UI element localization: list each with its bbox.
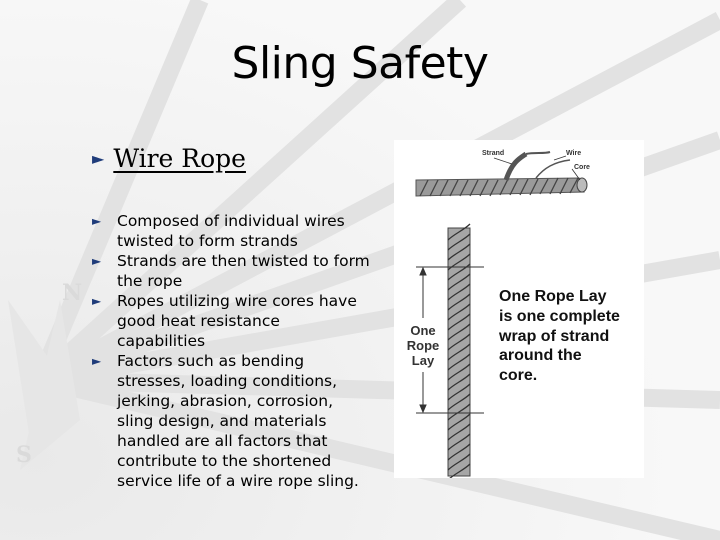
bullet-list [92, 211, 372, 491]
svg-text:N: N [62, 280, 83, 306]
caption-line: is one complete [499, 308, 620, 325]
wire-label: Wire [566, 150, 582, 157]
vertical-rope-illustration [448, 224, 470, 478]
caption-line: around the [499, 347, 582, 364]
bullet-text: Composed of individual wires twisted to form strands [117, 212, 345, 250]
bullet-item [92, 211, 372, 251]
bullet-text: Factors such as bending stresses, loading conditions, jerking, abrasion, corrosion, sling design, and materials handled are all factors that contribute to the shortened service life of a wire rope sling. [117, 352, 359, 490]
bullet-arrow-icon: ► [92, 294, 102, 308]
bullet-arrow-icon: ► [92, 149, 105, 168]
bullet-text: Strands are then twisted to form the rope [117, 252, 370, 290]
bullet-item [92, 351, 372, 491]
slide-title: Sling Safety [231, 38, 489, 89]
bullet-arrow-icon: ► [92, 214, 102, 228]
section-heading-text: Wire Rope [113, 144, 246, 173]
caption-line: wrap of strand [499, 328, 610, 345]
section-heading [92, 144, 246, 173]
bullet-item [92, 251, 372, 291]
rope-lay-label-line1: One [410, 323, 436, 338]
caption-line: core. [499, 367, 538, 384]
wire-rope-diagram [394, 140, 644, 478]
bullet-text: Ropes utilizing wire cores have good heat resistance capabilities [117, 292, 357, 350]
strand-label: Strand [482, 150, 505, 157]
bullet-arrow-icon: ► [92, 354, 102, 368]
core-label: Core [574, 164, 590, 171]
horizontal-rope-illustration [416, 152, 587, 196]
rope-lay-label-line2: Rope [406, 338, 440, 353]
rope-lay-label-line3: Lay [411, 353, 435, 368]
caption-line: One Rope Lay [499, 288, 607, 305]
bullet-item [92, 291, 372, 351]
svg-text:S: S [16, 442, 32, 468]
bullet-arrow-icon: ► [92, 254, 102, 268]
